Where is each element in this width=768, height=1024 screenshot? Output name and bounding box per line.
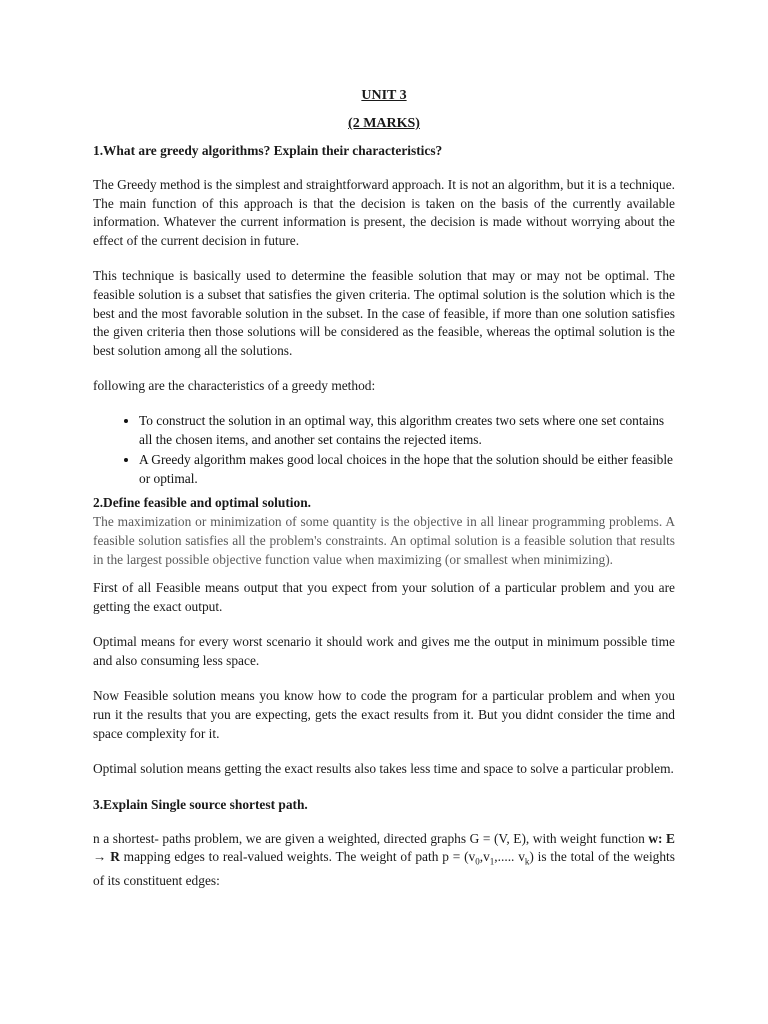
list-item: • To construct the solution in an optimal way, this algorithm creates two sets where one set contains all the chosen items, and another set contains the rejected items. — [139, 412, 675, 449]
q2-paragraph-3: Optimal means for every worst scenario it should work and gives me the output in minimum possible time and also consuming less space. — [93, 634, 675, 668]
q3-sub-k: k — [524, 857, 530, 868]
document-body — [93, 87, 675, 890]
q3-text-e: ,..... v — [494, 849, 525, 865]
q3-paragraph-1 — [93, 830, 675, 890]
q3-text-c: mapping edges to real-valued weights. The weight of path p = (v — [119, 849, 476, 865]
q3-weight-function: w: E → R — [93, 830, 675, 865]
list-item: • A Greedy algorithm makes good local choices in the hope that the solution should be either feasible or optimal. — [139, 451, 675, 488]
q1-paragraph-3: following are the characteristics of a greedy method: — [93, 378, 376, 394]
characteristics-list — [93, 412, 675, 488]
question-3-heading: 3.Explain Single source shortest path. — [93, 796, 308, 812]
q2-paragraph-2: First of all Feasible means output that you expect from your solution of a particular problem and you are getting the exact output. — [93, 580, 675, 614]
q2-paragraph-5: Optimal solution means getting the exact results also takes less time and space to solve a particular problem. — [93, 761, 674, 777]
question-1-heading: 1.What are greedy algorithms? Explain their characteristics? — [93, 143, 443, 158]
unit-heading: UNIT 3 — [361, 88, 407, 103]
q3-sub-1: 1 — [489, 857, 495, 868]
q3-text-d: ,v — [479, 849, 490, 865]
q1-paragraph-2: This technique is basically used to determine the feasible solution that may or may not be optimal. The feasible solution is a subset that satisfies the given criteria. The optimal solution is the solution which is the best and the most favorable solution in the subset. In the case of feasible, if more than one solution satisfies the given criteria then those solutions will be considered as the feasible, whereas the optimal solution is the best solution among all the solutions. — [93, 268, 675, 358]
q1-paragraph-1: The Greedy method is the simplest and straightforward approach. It is not an algorithm, but it is a technique. The main function of this approach is that the decision is taken on the basis of the currently available information. Whatever the current information is present, the decision is made without worrying about the effect of the current decision in future. — [93, 177, 675, 248]
q3-text-a: n a shortest- paths problem, we are given a weighted, directed graphs G = (V, E), with weight function — [93, 830, 649, 846]
q2-paragraph-1: The maximization or minimization of some quantity is the objective in all linear programming problems. A feasible solution satisfies all the problem's constraints. An optimal solution is a feasible solution that results in the largest possible objective function value when maximizing (or smallest when minimizing). — [93, 514, 675, 567]
q3-text-f: ) is the total of the weights of its constituent edges: — [93, 849, 675, 888]
marks-heading: (2 MARKS) — [348, 116, 420, 131]
question-2-heading: 2.Define feasible and optimal solution. — [93, 495, 311, 511]
q2-paragraph-4: Now Feasible solution means you know how to code the program for a particular problem and when you run it the results that you are expecting, gets the exact results from it. But you didnt consider the time and space complexity for it. — [93, 688, 675, 741]
q3-sub-0: 0 — [475, 857, 480, 868]
